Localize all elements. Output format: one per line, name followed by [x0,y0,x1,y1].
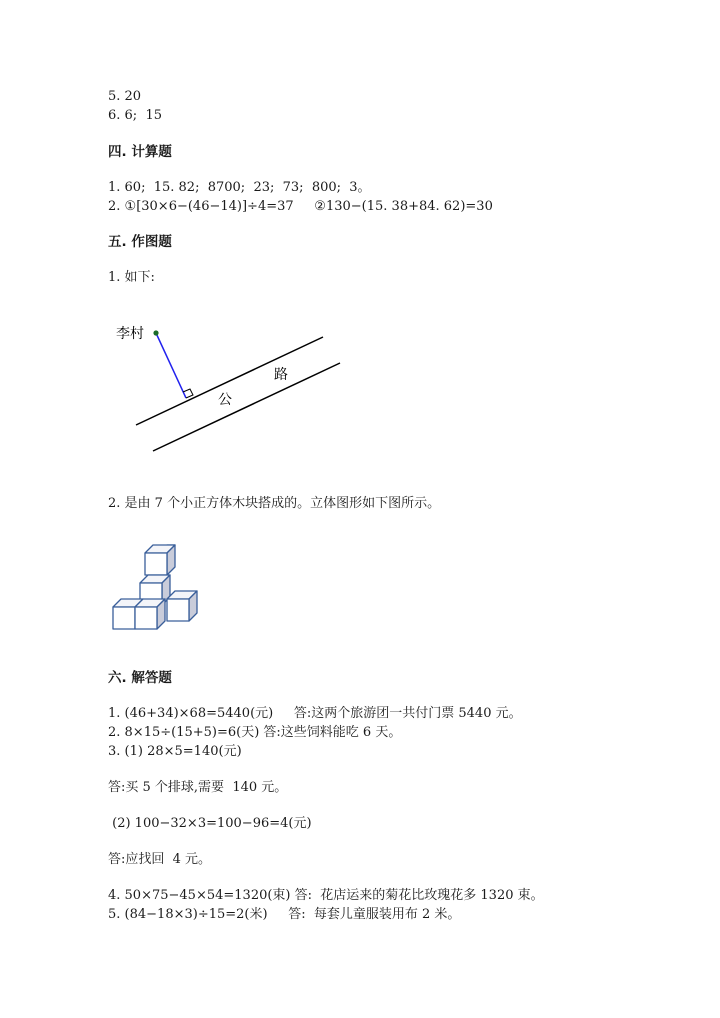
road-label-gong: 公 [218,392,232,408]
road-label-lu: 路 [274,367,288,383]
answer-6-3: 3. (1) 28×5=140(元) [108,744,242,759]
answer-6-3-reply-2: 答:应找回 4 元。 [108,852,212,867]
answer-3-5: 5. 20 [108,89,142,104]
village-label: 李村 [116,326,144,342]
answer-6-1: 1. (46+34)×68=5440(元) 答:这两个旅游团一共付门票 5440 元。 [108,706,522,721]
answer-6-5: 5. (84−18×3)÷15=2(米) 答: 每套儿童服装用布 2 米。 [108,907,461,922]
answer-5-2: 2. 是由 7 个小正方体木块搭成的。立体图形如下图所示。 [108,496,441,511]
answer-6-4: 4. 50×75−45×54=1320(束) 答: 花店运来的菊花比玫瑰花多 1320 束。 [108,888,544,903]
village-point [153,330,158,335]
answer-6-2: 2. 8×15÷(15+5)=6(天) 答:这些饲料能吃 6 天。 [108,725,402,740]
answer-6-3-reply-1: 答:买 5 个排球,需要 140 元。 [108,780,288,795]
road-lower-edge [153,363,340,451]
answer-5-1: 1. 如下: [108,270,155,285]
answer-4-1: 1. 60; 15. 82; 8700; 23; 73; 800; 3。 [108,180,371,195]
cube-top-back [145,545,175,575]
section-heading-calculation: 四. 计算题 [108,144,172,160]
cube-bottom-right [167,591,197,621]
section-heading-drawing: 五. 作图题 [108,234,172,250]
road-perpendicular-figure [100,310,360,470]
perpendicular-line [156,333,186,398]
answer-4-2: 2. ①[30×6−(46−14)]÷4=37 ②130−(15. 38+84. 62)=30 [108,199,493,214]
cube-stack-figure [100,535,210,640]
cube-bottom-center [135,599,165,629]
section-heading-word-problems: 六. 解答题 [108,670,172,686]
answer-6-3-part-2: (2) 100−32×3=100−96=4(元) [108,816,312,831]
answer-3-6: 6. 6; 15 [108,108,162,123]
